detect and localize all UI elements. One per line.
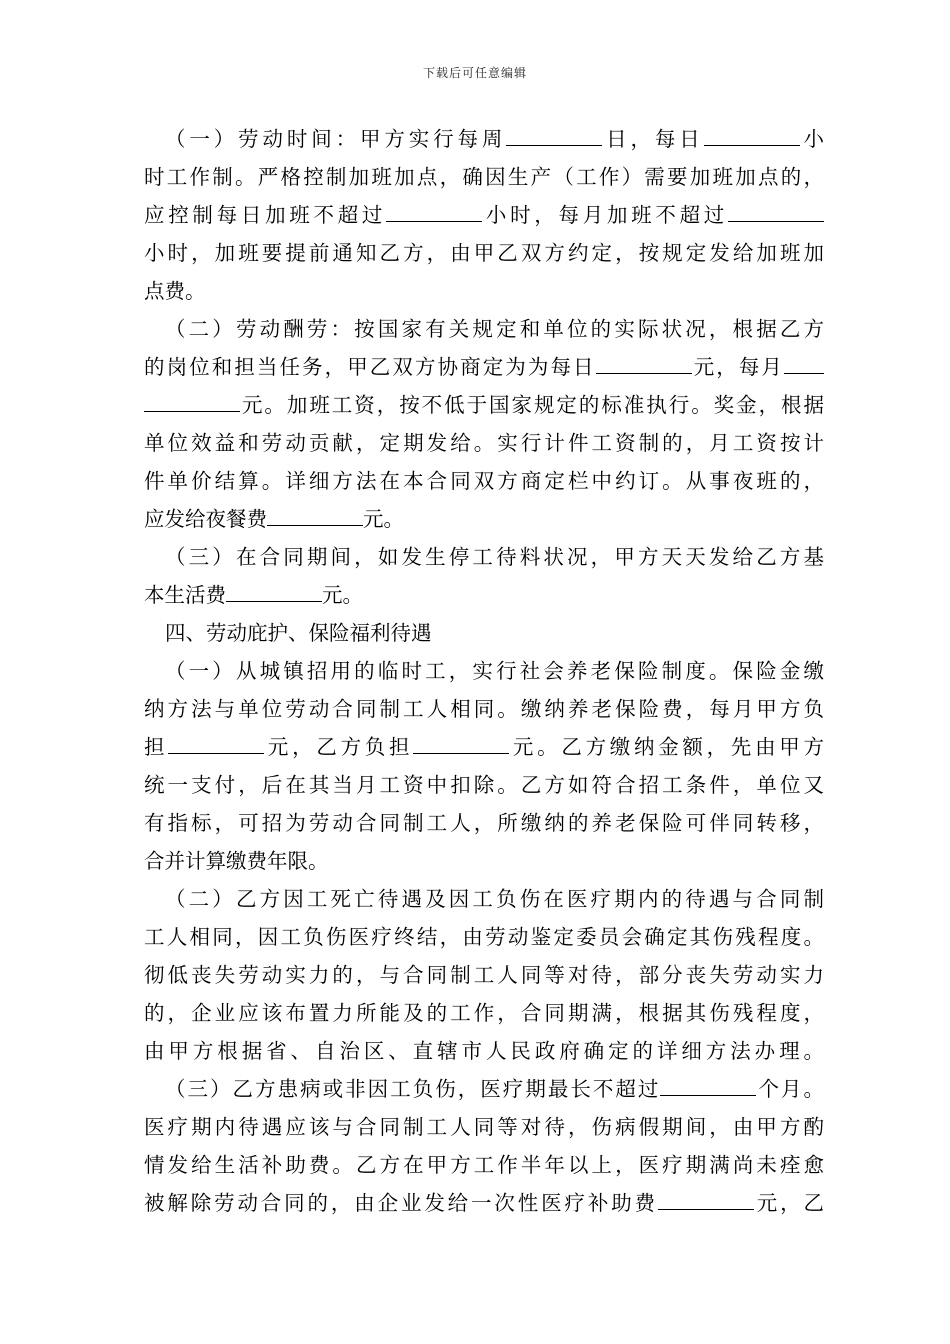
line-text: 合并计算缴费年限。 xyxy=(144,849,329,873)
text-line xyxy=(144,690,824,728)
fill-blank xyxy=(728,199,824,222)
text-line xyxy=(144,956,824,994)
line-text: 小 xyxy=(799,127,824,151)
line-text: 医疗期内待遇应该与合同制工人同等对待，伤病假期间，由甲方酌 xyxy=(144,1115,824,1139)
line-text: （一）从城镇招用的临时工，实行社会养老保险制度。保险金缴 xyxy=(165,659,824,683)
line-text: 单位效益和劳动贡献，定期发给。实行计件工资制的，月工资按计 xyxy=(144,431,824,455)
line-text: 被解除劳动合同的，由企业发给一次性医疗补助费 xyxy=(144,1191,658,1215)
line-text: 应控制每日加班不超过 xyxy=(144,203,387,227)
line-text: 元，每月 xyxy=(691,355,785,379)
text-line xyxy=(144,918,824,956)
line-text: （二）乙方因工死亡待遇及因工负伤在医疗期内的待遇与合同制 xyxy=(165,887,824,911)
fill-blank xyxy=(596,351,692,374)
line-text: 本生活费 xyxy=(144,583,226,607)
line-text: 元。 xyxy=(322,583,363,607)
fill-blank xyxy=(144,389,240,412)
text-line xyxy=(144,1070,824,1108)
fill-blank xyxy=(168,731,264,754)
text-line xyxy=(144,386,824,424)
fill-blank xyxy=(413,731,509,754)
fill-blank xyxy=(784,351,824,374)
line-text: 小时，加班要提前通知乙方，由甲乙双方约定，按规定发给加班加 xyxy=(144,241,824,265)
text-line xyxy=(144,1184,824,1222)
line-text: 件单价结算。详细方法在本合同双方商定栏中约订。从事夜班的， xyxy=(144,469,824,493)
line-text: 四、劳动庇护、保险福利待遇 xyxy=(165,621,432,645)
text-line xyxy=(144,462,824,500)
line-text: 元。加班工资，按不低于国家规定的标准执行。奖金，根据 xyxy=(240,393,824,417)
text-line xyxy=(144,614,824,652)
text-line xyxy=(144,1146,824,1184)
text-line xyxy=(144,576,824,614)
line-text: 工人相同，因工负伤医疗终结，由劳动鉴定委员会确定其伤残程度。 xyxy=(144,925,824,949)
fill-blank xyxy=(658,1187,754,1210)
line-text: （三）在合同期间，如发生停工待料状况，甲方天天发给乙方基 xyxy=(165,545,824,569)
line-text: 统一支付，后在其当月工资中扣除。乙方如符合招工条件，单位又 xyxy=(144,773,824,797)
text-line xyxy=(144,880,824,918)
text-line xyxy=(144,538,824,576)
fill-blank xyxy=(704,123,800,146)
line-text: 日，每日 xyxy=(602,127,704,151)
line-text: 纳方法与单位劳动合同制工人相同。缴纳养老保险费，每月甲方负 xyxy=(144,697,824,721)
line-text: 元，乙 xyxy=(753,1191,824,1215)
text-line xyxy=(144,120,824,158)
text-line xyxy=(144,842,824,880)
text-line xyxy=(144,652,824,690)
text-line xyxy=(144,728,824,766)
line-text: 情发给生活补助费。乙方在甲方工作半年以上，医疗期满尚未痊愈 xyxy=(144,1153,824,1177)
line-text: 应发给夜餐费 xyxy=(144,507,267,531)
fill-blank xyxy=(660,1073,756,1096)
text-line xyxy=(144,196,824,234)
fill-blank xyxy=(267,503,363,526)
text-line xyxy=(144,500,824,538)
line-text: （一）劳动时间：甲方实行每周 xyxy=(165,127,507,151)
line-text: 担 xyxy=(144,735,169,759)
line-text: 彻低丧失劳动实力的，与合同制工人同等对待，部分丧失劳动实力 xyxy=(144,963,824,987)
line-text: 元，乙方负担 xyxy=(264,735,414,759)
line-text: 点费。 xyxy=(144,279,206,303)
text-line xyxy=(144,348,824,386)
fill-blank xyxy=(506,123,602,146)
text-line xyxy=(144,272,824,310)
line-text: 由甲方根据省、自治区、直辖市人民政府确定的详细方法办理。 xyxy=(144,1039,824,1063)
line-text: 个月。 xyxy=(756,1077,824,1101)
text-line xyxy=(144,994,824,1032)
line-text: 元。乙方缴纳金额，先由甲方 xyxy=(509,735,824,759)
line-text: 的，企业应该布置力所能及的工作，合同期满，根据其伤残程度， xyxy=(144,1001,824,1025)
text-line xyxy=(144,766,824,804)
text-line xyxy=(144,1108,824,1146)
line-text: 小时，每月加班不超过 xyxy=(482,203,729,227)
line-text: （三）乙方患病或非因工负伤，医疗期最长不超过 xyxy=(165,1077,661,1101)
line-text: 时工作制。严格控制加班加点，确因生产（工作）需要加班加点的， xyxy=(144,165,824,189)
line-text: 的岗位和担当任务，甲乙双方协商定为为每日 xyxy=(144,355,596,379)
line-text: 元。 xyxy=(363,507,404,531)
text-line xyxy=(144,234,824,272)
text-line xyxy=(144,310,824,348)
document-body xyxy=(144,120,824,1222)
text-line xyxy=(144,424,824,462)
page-header: 下载后可任意编辑 xyxy=(422,66,527,80)
line-text: （二）劳动酬劳：按国家有关规定和单位的实际状况，根据乙方 xyxy=(165,317,824,341)
fill-blank xyxy=(226,579,322,602)
fill-blank xyxy=(386,199,482,222)
text-line xyxy=(144,804,824,842)
line-text: 有指标，可招为劳动合同制工人，所缴纳的养老保险可伴同转移， xyxy=(144,811,824,835)
text-line xyxy=(144,1032,824,1070)
text-line xyxy=(144,158,824,196)
